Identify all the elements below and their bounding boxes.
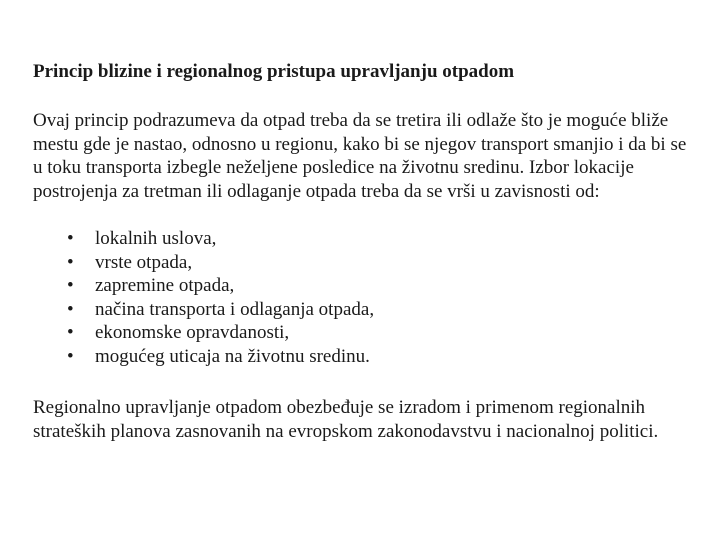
list-item — [33, 227, 693, 251]
list-item-text: ekonomske opravdanosti, — [95, 322, 290, 343]
list-item-text: načina transporta i odlaganja otpada, — [95, 298, 375, 320]
list-item — [33, 298, 693, 322]
criteria-list — [33, 227, 693, 368]
list-item-text: mogućeg uticaja na životnu sredinu. — [95, 345, 370, 367]
list-item-text: lokalnih uslova, — [95, 228, 217, 249]
bullet-icon: • — [67, 345, 74, 367]
list-item — [33, 345, 693, 369]
intro-paragraph: Ovaj princip podrazumeva da otpad treba da se tretira ili odlaže što je moguće bliže mestu gde je nastao, odnosno u regionu, kako bi se njegov transport smanjio i da bi se u toku transporta izbegle neželjene posledice na životnu sredinu. Izbor lokacije postrojenja za tretman ili odlaganje otpada treba da se vrši u zavisnosti od: — [33, 110, 687, 202]
bullet-icon: • — [67, 251, 74, 273]
list-item — [33, 321, 693, 345]
bullet-icon: • — [67, 275, 74, 296]
list-item — [33, 251, 693, 275]
page-title: Princip blizine i regionalnog pristupa upravljanju otpadom — [33, 61, 515, 82]
bullet-icon: • — [67, 322, 74, 343]
closing-paragraph: Regionalno upravljanje otpadom obezbeđuje se izradom i primenom regionalnih strateških planova zasnovanih na evropskom zakonodavstvu i nacionalnoj politici. — [33, 397, 659, 442]
bullet-icon: • — [67, 298, 74, 320]
list-item — [33, 274, 693, 298]
list-item-text: vrste otpada, — [95, 251, 193, 273]
list-item-text: zapremine otpada, — [95, 275, 235, 296]
bullet-icon: • — [67, 228, 74, 249]
